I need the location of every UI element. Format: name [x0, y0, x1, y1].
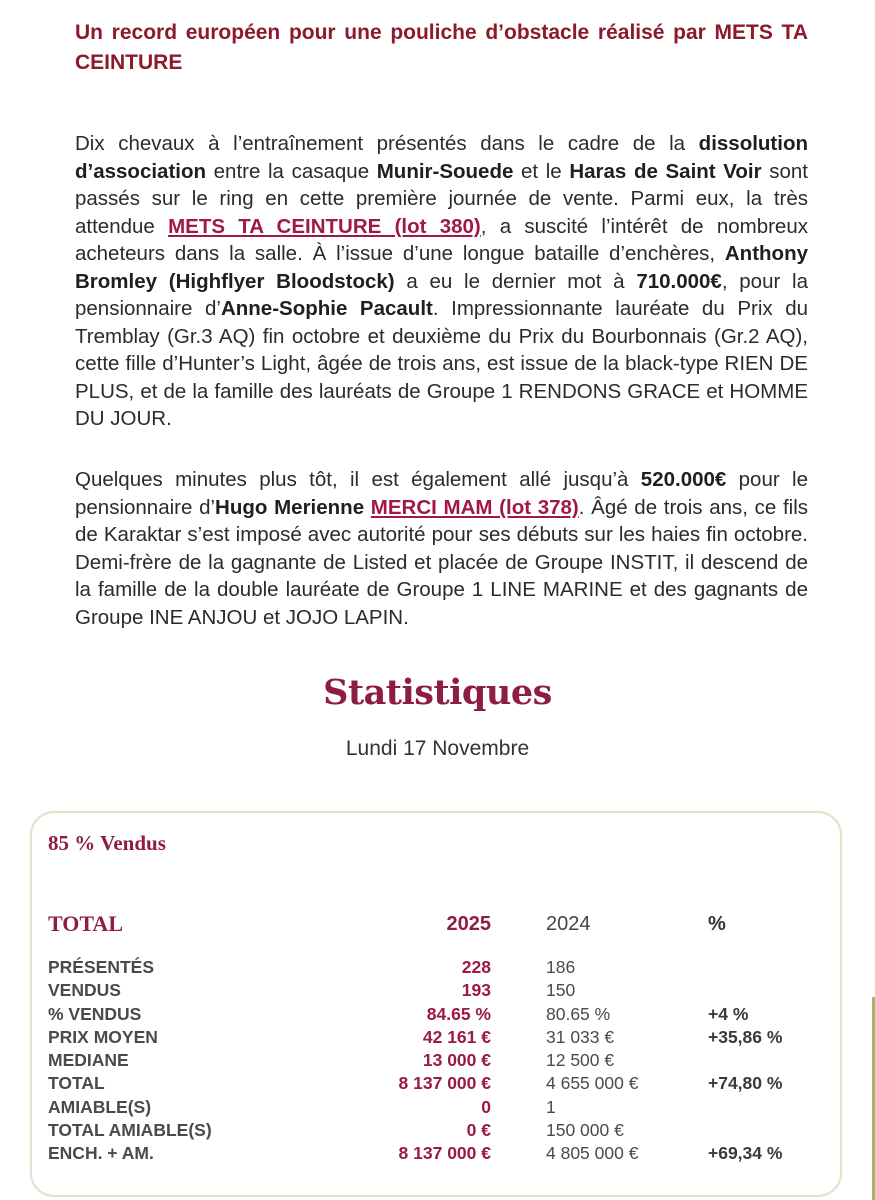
stats-row [48, 1097, 828, 1120]
text-segment: Dix chevaux à l’entraînement présentés dans le cadre de la [75, 132, 699, 155]
stats-title: Statistiques [323, 672, 552, 713]
sold-percent-label: 85 % Vendus [48, 831, 166, 855]
row-label: TOTAL [48, 1073, 105, 1094]
value-2024: 80.65 % [546, 1003, 611, 1024]
row-label: TOTAL AMIABLE(S) [48, 1120, 212, 1141]
stats-row [48, 957, 828, 980]
row-label: PRIX MOYEN [48, 1026, 158, 1047]
value-2024: 150 [546, 980, 576, 1001]
value-2025: 0 € [466, 1120, 491, 1141]
value-2024: 1 [546, 1096, 556, 1117]
lot-link[interactable]: METS TA CEINTURE (lot 380) [168, 214, 481, 238]
row-label: AMIABLE(S) [48, 1096, 152, 1117]
value-2025: 8 137 000 € [398, 1143, 491, 1164]
bold-text: dissolution d’association [75, 132, 808, 183]
value-2025: 0 [481, 1096, 491, 1117]
text-segment: . Âgé de trois ans, ce fils de Karaktar s’est imposé avec autorité pour ses débuts sur les haies fin octobre. Demi-frère de la gagnante de Listed et placée de Groupe INSTIT, il descend de la famille de la double lauréate de Groupe 1 LINE MARINE et des gagnants de Groupe INE ANJOU et JOJO LAPIN. [75, 495, 809, 629]
value-2025: 228 [461, 957, 491, 977]
text-segment: et le [513, 159, 570, 183]
stats-row [48, 980, 828, 1003]
bold-text: Anthony Bromley (Highflyer Bloodstock) [75, 242, 808, 293]
value-2025: 42 161 € [422, 1026, 491, 1047]
bold-text: Anne-Sophie Pacault [220, 297, 433, 320]
value-percent: +4 % [708, 1003, 749, 1024]
article-paragraph-2 [75, 466, 808, 631]
article-paragraph-1 [75, 130, 808, 433]
value-2024: 12 500 € [546, 1050, 615, 1071]
bold-text: Munir-Souede [376, 159, 514, 183]
value-2024: 4 655 000 € [546, 1073, 639, 1094]
bold-text: Haras de Saint Voir [569, 159, 762, 183]
value-2025: 84.65 % [426, 1003, 491, 1024]
stats-row [48, 1143, 828, 1166]
text-segment: , a suscité l’intérêt de nombreux acheteurs dans la salle. À l’issue d’une longue bataille d’enchères, [75, 214, 808, 265]
header-2025: 2025 [446, 913, 491, 935]
bold-text: 520.000€ [640, 468, 727, 491]
value-2024: 31 033 € [546, 1026, 615, 1047]
value-percent: +69,34 % [708, 1143, 783, 1164]
text-segment: entre la casaque [206, 159, 377, 183]
header-total: TOTAL [48, 911, 123, 936]
value-percent: +35,86 % [708, 1026, 783, 1047]
value-2024: 150 000 € [546, 1120, 624, 1141]
stats-row [48, 1027, 828, 1050]
header-percent: % [708, 913, 726, 935]
stats-row [48, 1004, 828, 1027]
value-percent: +74,80 % [708, 1073, 783, 1094]
row-label: ENCH. + AM. [48, 1143, 154, 1164]
stats-table-header [48, 911, 828, 951]
text-segment [364, 496, 371, 519]
stats-table-body [48, 957, 828, 1167]
lot-link[interactable]: MERCI MAM (lot 378) [370, 495, 579, 519]
value-2024: 186 [546, 957, 576, 977]
stats-card [30, 811, 842, 1197]
stats-row [48, 1050, 828, 1073]
header-2024: 2024 [546, 913, 591, 935]
text-segment: pour le pensionnaire d’ [75, 468, 808, 519]
stats-table [48, 911, 828, 1164]
row-label: MEDIANE [48, 1050, 129, 1071]
stats-row [48, 1073, 828, 1096]
row-label: VENDUS [48, 980, 121, 1001]
stats-date: Lundi 17 Novembre [345, 737, 530, 760]
row-label: % VENDUS [48, 1003, 142, 1024]
text-segment: a eu le dernier mot à [394, 269, 637, 293]
text-segment: sont passés sur le ring en cette première journée de vente. Parmi eux, la très attendue [75, 159, 808, 238]
value-2025: 8 137 000 € [398, 1073, 491, 1094]
value-2025: 13 000 € [422, 1050, 491, 1071]
text-segment: . Impressionnante lauréate du Prix du Tremblay (Gr.3 AQ) fin octobre et deuxième du Prix du Bourbonnais (Gr.2 AQ), cette fille d’Hunter’s Light, âgée de trois ans, est issue de la black-type RIEN DE PLUS, et de la famille des lauréats de Groupe 1 RENDONS GRACE et HOMME DU JOUR. [75, 297, 809, 430]
article-headline: Un record européen pour une pouliche d’obstacle réalisé par METS TA CEINTURE [75, 21, 808, 74]
stats-row [48, 1120, 828, 1143]
row-label: PRÉSENTÉS [48, 957, 154, 977]
text-segment: Quelques minutes plus tôt, il est également allé jusqu’à [75, 468, 641, 491]
text-segment: , pour la pensionnaire d’ [75, 269, 808, 320]
bold-text: 710.000€ [636, 269, 722, 293]
value-2025: 193 [461, 980, 491, 1001]
value-2024: 4 805 000 € [546, 1143, 639, 1164]
bold-text: Hugo Merienne [215, 495, 365, 519]
